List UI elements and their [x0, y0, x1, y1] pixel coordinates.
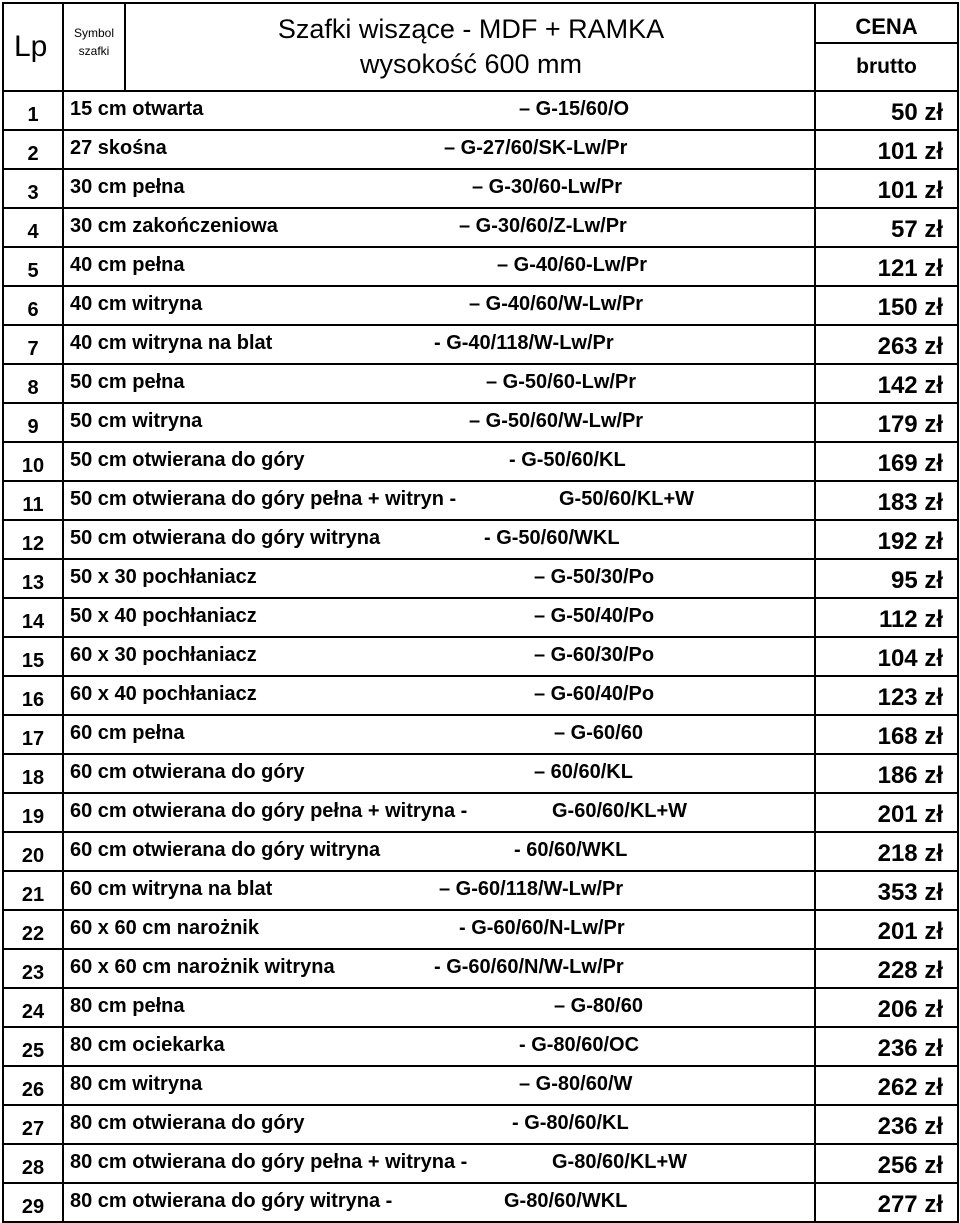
row-code: - G-80/60/OC: [519, 1034, 640, 1056]
table-row: [3, 1105, 958, 1144]
row-name: 60 cm witryna na blat: [70, 878, 273, 900]
row-lp: 25: [3, 1027, 63, 1066]
row-price: 101 zł: [815, 169, 958, 208]
row-description: [63, 910, 815, 949]
table-row: [3, 1066, 958, 1105]
table-row: [3, 754, 958, 793]
row-description: [63, 286, 815, 325]
row-code: – G-50/40/Po: [534, 605, 655, 627]
row-name: 80 cm otwierana do góry pełna + witryna -: [70, 1151, 468, 1173]
row-name: 50 cm pełna: [70, 371, 185, 393]
row-description: [63, 364, 815, 403]
row-description: [63, 598, 815, 637]
row-price: 263 zł: [815, 325, 958, 364]
row-description: [63, 403, 815, 442]
title-line1: Szafki wiszące - MDF + RAMKA: [277, 14, 665, 44]
row-lp: 13: [3, 559, 63, 598]
row-lp: 20: [3, 832, 63, 871]
row-name: 60 cm pełna: [70, 722, 185, 744]
price-header-line2: brutto: [856, 55, 917, 78]
row-name: 60 cm otwierana do góry: [70, 761, 305, 783]
row-code: - G-50/60/WKL: [484, 527, 620, 549]
table-row: [3, 481, 958, 520]
row-price: 168 zł: [815, 715, 958, 754]
table-row: [3, 364, 958, 403]
row-description: [63, 325, 815, 364]
row-price: 218 zł: [815, 832, 958, 871]
row-lp: 21: [3, 871, 63, 910]
row-name: 50 x 40 pochłaniacz: [70, 605, 257, 627]
row-name: 60 x 60 cm narożnik: [70, 917, 259, 939]
row-code: – G-30/60-Lw/Pr: [472, 176, 623, 198]
table-row: [3, 403, 958, 442]
row-code: - 60/60/WKL: [514, 839, 628, 861]
table-row: [3, 442, 958, 481]
symbol-header-line2: szafki: [78, 44, 110, 58]
row-lp: 5: [3, 247, 63, 286]
row-name: 40 cm witryna: [70, 293, 203, 315]
table-row: [3, 520, 958, 559]
symbol-header: [64, 4, 126, 90]
row-name: 80 cm otwierana do góry witryna -: [70, 1190, 393, 1212]
row-price: 277 zł: [815, 1183, 958, 1222]
row-name: 60 cm otwierana do góry witryna: [70, 839, 381, 861]
row-code: - G-60/60/N-Lw/Pr: [459, 917, 625, 939]
row-code: – G-80/60/W: [519, 1073, 633, 1095]
row-code: - G-80/60/KL: [512, 1112, 629, 1134]
row-price: 142 zł: [815, 364, 958, 403]
row-price: 183 zł: [815, 481, 958, 520]
row-price: 256 zł: [815, 1144, 958, 1183]
row-lp: 28: [3, 1144, 63, 1183]
row-name: 80 cm otwierana do góry: [70, 1112, 305, 1134]
row-code: - G-60/60/N/W-Lw/Pr: [434, 956, 624, 978]
row-lp: 24: [3, 988, 63, 1027]
table-row: [3, 286, 958, 325]
row-price: 201 zł: [815, 910, 958, 949]
row-description: [63, 637, 815, 676]
row-price: 201 zł: [815, 793, 958, 832]
row-description: [63, 520, 815, 559]
row-price: 169 zł: [815, 442, 958, 481]
row-description: [63, 1183, 815, 1222]
row-code: G-80/60/KL+W: [552, 1151, 688, 1173]
row-code: – 60/60/KL: [534, 761, 633, 783]
row-lp: 10: [3, 442, 63, 481]
price-header: [815, 3, 958, 91]
row-description: [63, 208, 815, 247]
row-price: 121 zł: [815, 247, 958, 286]
table-row: [3, 559, 958, 598]
table-row: [3, 793, 958, 832]
row-name: 40 cm witryna na blat: [70, 332, 273, 354]
row-lp: 14: [3, 598, 63, 637]
row-price: 50 zł: [815, 91, 958, 130]
row-description: [63, 1144, 815, 1183]
row-name: 30 cm pełna: [70, 176, 185, 198]
row-price: 123 zł: [815, 676, 958, 715]
table-row: [3, 676, 958, 715]
row-code: – G-50/30/Po: [534, 566, 655, 588]
table-row: [3, 91, 958, 130]
table-row: [3, 871, 958, 910]
table-row: [3, 910, 958, 949]
lp-header: Lp: [3, 3, 63, 91]
row-name: 80 cm ociekarka: [70, 1034, 225, 1056]
table-row: [3, 715, 958, 754]
row-name: 60 x 60 cm narożnik witryna: [70, 956, 335, 978]
row-lp: 22: [3, 910, 63, 949]
row-description: [63, 1027, 815, 1066]
table-row: [3, 247, 958, 286]
price-list-sheet: [2, 2, 957, 1218]
row-name: 80 cm witryna: [70, 1073, 203, 1095]
row-code: – G-80/60: [554, 995, 643, 1017]
row-lp: 2: [3, 130, 63, 169]
table-row: [3, 949, 958, 988]
row-lp: 27: [3, 1105, 63, 1144]
description-header: [63, 3, 815, 91]
row-name: 50 cm otwierana do góry pełna + witryn -: [70, 488, 457, 510]
row-code: – G-50/60/W-Lw/Pr: [469, 410, 644, 432]
page-title: [128, 12, 814, 82]
row-price: 192 zł: [815, 520, 958, 559]
row-description: [63, 169, 815, 208]
row-name: 60 x 30 pochłaniacz: [70, 644, 257, 666]
row-price: 353 zł: [815, 871, 958, 910]
table-row: [3, 598, 958, 637]
table-row: [3, 988, 958, 1027]
row-lp: 23: [3, 949, 63, 988]
row-price: 104 zł: [815, 637, 958, 676]
row-name: 30 cm zakończeniowa: [70, 215, 278, 237]
row-lp: 8: [3, 364, 63, 403]
table-row: [3, 1144, 958, 1183]
row-description: [63, 715, 815, 754]
price-header-line1: CENA: [816, 4, 957, 44]
row-description: [63, 949, 815, 988]
row-lp: 17: [3, 715, 63, 754]
row-name: 50 cm witryna: [70, 410, 203, 432]
row-code: G-50/60/KL+W: [559, 488, 695, 510]
row-name: 80 cm pełna: [70, 995, 185, 1017]
row-name: 50 cm otwierana do góry: [70, 449, 305, 471]
row-description: [63, 871, 815, 910]
row-code: – G-60/118/W-Lw/Pr: [439, 878, 624, 900]
row-description: [63, 1066, 815, 1105]
symbol-header-line1: Symbol: [73, 26, 114, 40]
row-lp: 26: [3, 1066, 63, 1105]
row-lp: 1: [3, 91, 63, 130]
row-code: - G-50/60/KL: [509, 449, 626, 471]
row-description: [63, 442, 815, 481]
row-price: 186 zł: [815, 754, 958, 793]
row-description: [63, 247, 815, 286]
row-lp: 3: [3, 169, 63, 208]
row-code: – G-15/60/O: [519, 98, 630, 120]
row-price: 57 zł: [815, 208, 958, 247]
row-name: 50 cm otwierana do góry witryna: [70, 527, 381, 549]
row-lp: 7: [3, 325, 63, 364]
price-table: [2, 2, 959, 1223]
row-lp: 9: [3, 403, 63, 442]
row-price: 262 zł: [815, 1066, 958, 1105]
row-code: – G-60/60: [554, 722, 643, 744]
row-price: 150 zł: [815, 286, 958, 325]
row-lp: 11: [3, 481, 63, 520]
row-code: – G-60/40/Po: [534, 683, 655, 705]
row-name: 60 x 40 pochłaniacz: [70, 683, 257, 705]
row-code: G-60/60/KL+W: [552, 800, 688, 822]
table-row: [3, 208, 958, 247]
header-row: [3, 3, 958, 91]
row-lp: 16: [3, 676, 63, 715]
row-code: – G-60/30/Po: [534, 644, 655, 666]
row-code: – G-40/60-Lw/Pr: [497, 254, 648, 276]
row-description: [63, 793, 815, 832]
row-name: 50 x 30 pochłaniacz: [70, 566, 257, 588]
row-lp: 29: [3, 1183, 63, 1222]
row-price: 206 zł: [815, 988, 958, 1027]
title-line2: wysokość 600 mm: [359, 49, 583, 79]
row-price: 101 zł: [815, 130, 958, 169]
row-lp: 18: [3, 754, 63, 793]
row-lp: 19: [3, 793, 63, 832]
row-code: – G-30/60/Z-Lw/Pr: [459, 215, 627, 237]
row-description: [63, 754, 815, 793]
row-code: - G-40/118/W-Lw/Pr: [434, 332, 614, 354]
row-code: G-80/60/WKL: [504, 1190, 628, 1212]
row-description: [63, 676, 815, 715]
table-row: [3, 832, 958, 871]
row-price: 179 zł: [815, 403, 958, 442]
row-name: 40 cm pełna: [70, 254, 185, 276]
row-name: 15 cm otwarta: [70, 98, 204, 120]
row-code: – G-27/60/SK-Lw/Pr: [444, 137, 628, 159]
row-lp: 12: [3, 520, 63, 559]
table-row: [3, 325, 958, 364]
row-description: [63, 559, 815, 598]
table-row: [3, 169, 958, 208]
row-name: 60 cm otwierana do góry pełna + witryna -: [70, 800, 468, 822]
row-name: 27 skośna: [70, 137, 167, 159]
row-description: [63, 91, 815, 130]
row-description: [63, 130, 815, 169]
row-code: – G-40/60/W-Lw/Pr: [469, 293, 644, 315]
row-description: [63, 988, 815, 1027]
row-price: 236 zł: [815, 1105, 958, 1144]
row-price: 112 zł: [815, 598, 958, 637]
row-price: 228 zł: [815, 949, 958, 988]
row-description: [63, 832, 815, 871]
table-row: [3, 1183, 958, 1222]
row-description: [63, 1105, 815, 1144]
row-price: 236 zł: [815, 1027, 958, 1066]
table-row: [3, 637, 958, 676]
row-price: 95 zł: [815, 559, 958, 598]
row-description: [63, 481, 815, 520]
table-row: [3, 1027, 958, 1066]
row-lp: 6: [3, 286, 63, 325]
row-lp: 4: [3, 208, 63, 247]
row-code: – G-50/60-Lw/Pr: [486, 371, 637, 393]
table-row: [3, 130, 958, 169]
row-lp: 15: [3, 637, 63, 676]
